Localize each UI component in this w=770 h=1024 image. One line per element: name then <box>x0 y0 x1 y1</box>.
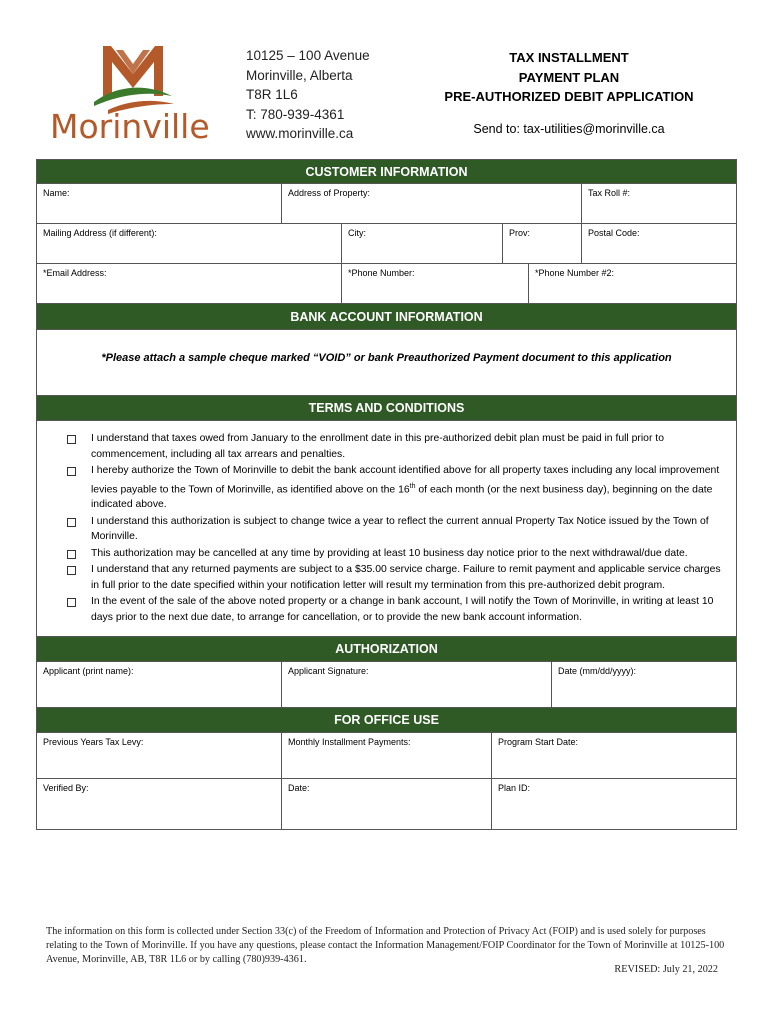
mailing-address-label: Mailing Address (if different): <box>43 228 157 238</box>
city-field[interactable] <box>342 224 503 263</box>
term-item <box>67 594 724 625</box>
verified-by-field[interactable] <box>37 779 282 829</box>
term-text: I understand that any returned payments are subject to a $35.00 service charge. Failure to remit payment and applicable service charges in full prior to the date specified within your notification letter will result my termination from this pre-authorized debit program. <box>91 564 721 591</box>
term-item <box>67 514 724 545</box>
name-field[interactable] <box>37 184 282 223</box>
term-checkbox[interactable] <box>67 598 76 607</box>
term-checkbox[interactable] <box>67 566 76 575</box>
office-date-field[interactable] <box>282 779 492 829</box>
section-office-use: FOR OFFICE USE <box>37 708 736 733</box>
customer-row-1 <box>37 184 736 224</box>
email-label: *Email Address: <box>43 268 107 278</box>
term-2-superscript: th <box>409 482 416 490</box>
applicant-signature-label: Applicant Signature: <box>288 666 369 677</box>
address-postal: T8R 1L6 <box>246 87 298 102</box>
previous-levy-label: Previous Years Tax Levy: <box>43 737 144 748</box>
plan-id-label: Plan ID: <box>498 783 531 794</box>
term-2-part-b: of each month (or the next business day), beginning on the date indicated above. <box>91 483 713 511</box>
term-text <box>91 463 724 513</box>
term-text: This authorization may be cancelled at any time by providing at least 10 business day notice prior to the next withdrawal/due date. <box>91 547 688 559</box>
name-label: Name: <box>43 188 70 198</box>
applicant-name-field[interactable] <box>37 662 282 707</box>
applicant-signature-field[interactable] <box>282 662 552 707</box>
term-item <box>67 431 724 462</box>
authorization-row <box>37 662 736 708</box>
term-text: In the event of the sale of the above noted property or a change in bank account, I will notify the Town of Morinville, in writing at least 10 days prior to the next due date, to arrange for cancellation, or to provide the new bank account information. <box>91 596 714 623</box>
section-bank-account: BANK ACCOUNT INFORMATION <box>37 304 736 330</box>
title-line-1: TAX INSTALLMENT <box>509 50 629 65</box>
plan-id-field[interactable] <box>492 779 736 829</box>
morinville-logo-mark <box>48 44 218 114</box>
prov-field[interactable] <box>503 224 582 263</box>
postal-code-label: Postal Code: <box>588 228 640 238</box>
prov-label: Prov: <box>509 228 531 238</box>
property-address-field[interactable] <box>282 184 582 223</box>
term-text: I understand this authorization is subject to change twice a year to reflect the current annual Property Tax Notice issued by the Town of Morinville. <box>91 515 709 543</box>
previous-levy-field[interactable] <box>37 733 282 778</box>
form-title <box>420 48 718 107</box>
org-address <box>246 46 370 144</box>
office-row-2 <box>37 779 736 829</box>
office-row-1 <box>37 733 736 779</box>
term-text: I understand that taxes owed from January to the enrollment date in this pre-authorized debit plan must be paid in full prior to commencement, including all tax arrears and penalties. <box>91 433 664 460</box>
tax-roll-field[interactable] <box>582 184 736 223</box>
section-authorization: AUTHORIZATION <box>37 637 736 662</box>
phone-label: *Phone Number: <box>348 268 415 278</box>
section-customer-information: CUSTOMER INFORMATION <box>37 160 736 184</box>
title-line-2: PAYMENT PLAN <box>518 69 620 85</box>
term-checkbox[interactable] <box>67 550 76 559</box>
phone-2-label: *Phone Number #2: <box>535 268 615 278</box>
term-item <box>67 562 724 593</box>
phone-2-field[interactable] <box>529 264 736 303</box>
term-checkbox[interactable] <box>67 435 76 444</box>
phone-field[interactable] <box>342 264 529 303</box>
term-checkbox[interactable] <box>67 518 76 527</box>
address-street: 10125 – 100 Avenue <box>246 48 370 63</box>
title-line-3: PRE-AUTHORIZED DEBIT APPLICATION <box>444 89 694 104</box>
postal-code-field[interactable] <box>582 224 736 263</box>
authorization-date-label: Date (mm/dd/yyyy): <box>558 666 637 677</box>
term-item <box>67 463 724 513</box>
city-label: City: <box>348 228 366 238</box>
bank-note: *Please attach a sample cheque marked “VOID” or bank Preauthorized Payment document to this application <box>37 330 736 396</box>
verified-by-label: Verified By: <box>43 783 89 794</box>
send-to-email[interactable]: Send to: tax-utilities@morinville.ca <box>473 122 665 136</box>
authorization-date-field[interactable] <box>552 662 736 707</box>
section-terms: TERMS AND CONDITIONS <box>37 396 736 421</box>
application-form <box>36 159 737 830</box>
tax-roll-label: Tax Roll #: <box>588 188 631 198</box>
program-start-label: Program Start Date: <box>498 737 579 748</box>
terms-list <box>37 421 736 637</box>
email-field[interactable] <box>37 264 342 303</box>
term-item <box>67 546 724 562</box>
morinville-logo <box>48 44 218 144</box>
address-web[interactable]: www.morinville.ca <box>246 126 354 141</box>
mailing-address-field[interactable] <box>37 224 342 263</box>
monthly-payments-label: Monthly Installment Payments: <box>288 737 411 748</box>
logo-wordmark: Morinville <box>50 107 210 146</box>
office-date-label: Date: <box>288 783 310 794</box>
customer-row-3 <box>37 264 736 304</box>
address-phone: T: 780-939-4361 <box>246 106 345 122</box>
program-start-field[interactable] <box>492 733 736 778</box>
foip-notice: The information on this form is collected under Section 33(c) of the Freedom of Information and Protection of Privacy Act (FOIP) and is used solely for purposes relating to the Town of Morinville. If you have any questions, please contact the Information Management/FOIP Coordinator for the Town of Morinville at 10125-100 Avenue, Morinville, AB, T8R 1L6 or by calling (780)939-4361. <box>46 926 725 965</box>
term-checkbox[interactable] <box>67 467 76 476</box>
revised-date: REVISED: July 21, 2022 <box>614 964 718 975</box>
property-address-label: Address of Property: <box>288 188 371 198</box>
address-city: Morinville, Alberta <box>246 67 353 83</box>
applicant-name-label: Applicant (print name): <box>43 666 134 677</box>
term-2-part-a: I hereby authorize the Town of Morinville to debit the bank account identified above for all property taxes including any local improvement levies payable to the Town of Morinville, as identified above on the 16 <box>91 465 720 495</box>
monthly-payments-field[interactable] <box>282 733 492 778</box>
customer-row-2 <box>37 224 736 264</box>
